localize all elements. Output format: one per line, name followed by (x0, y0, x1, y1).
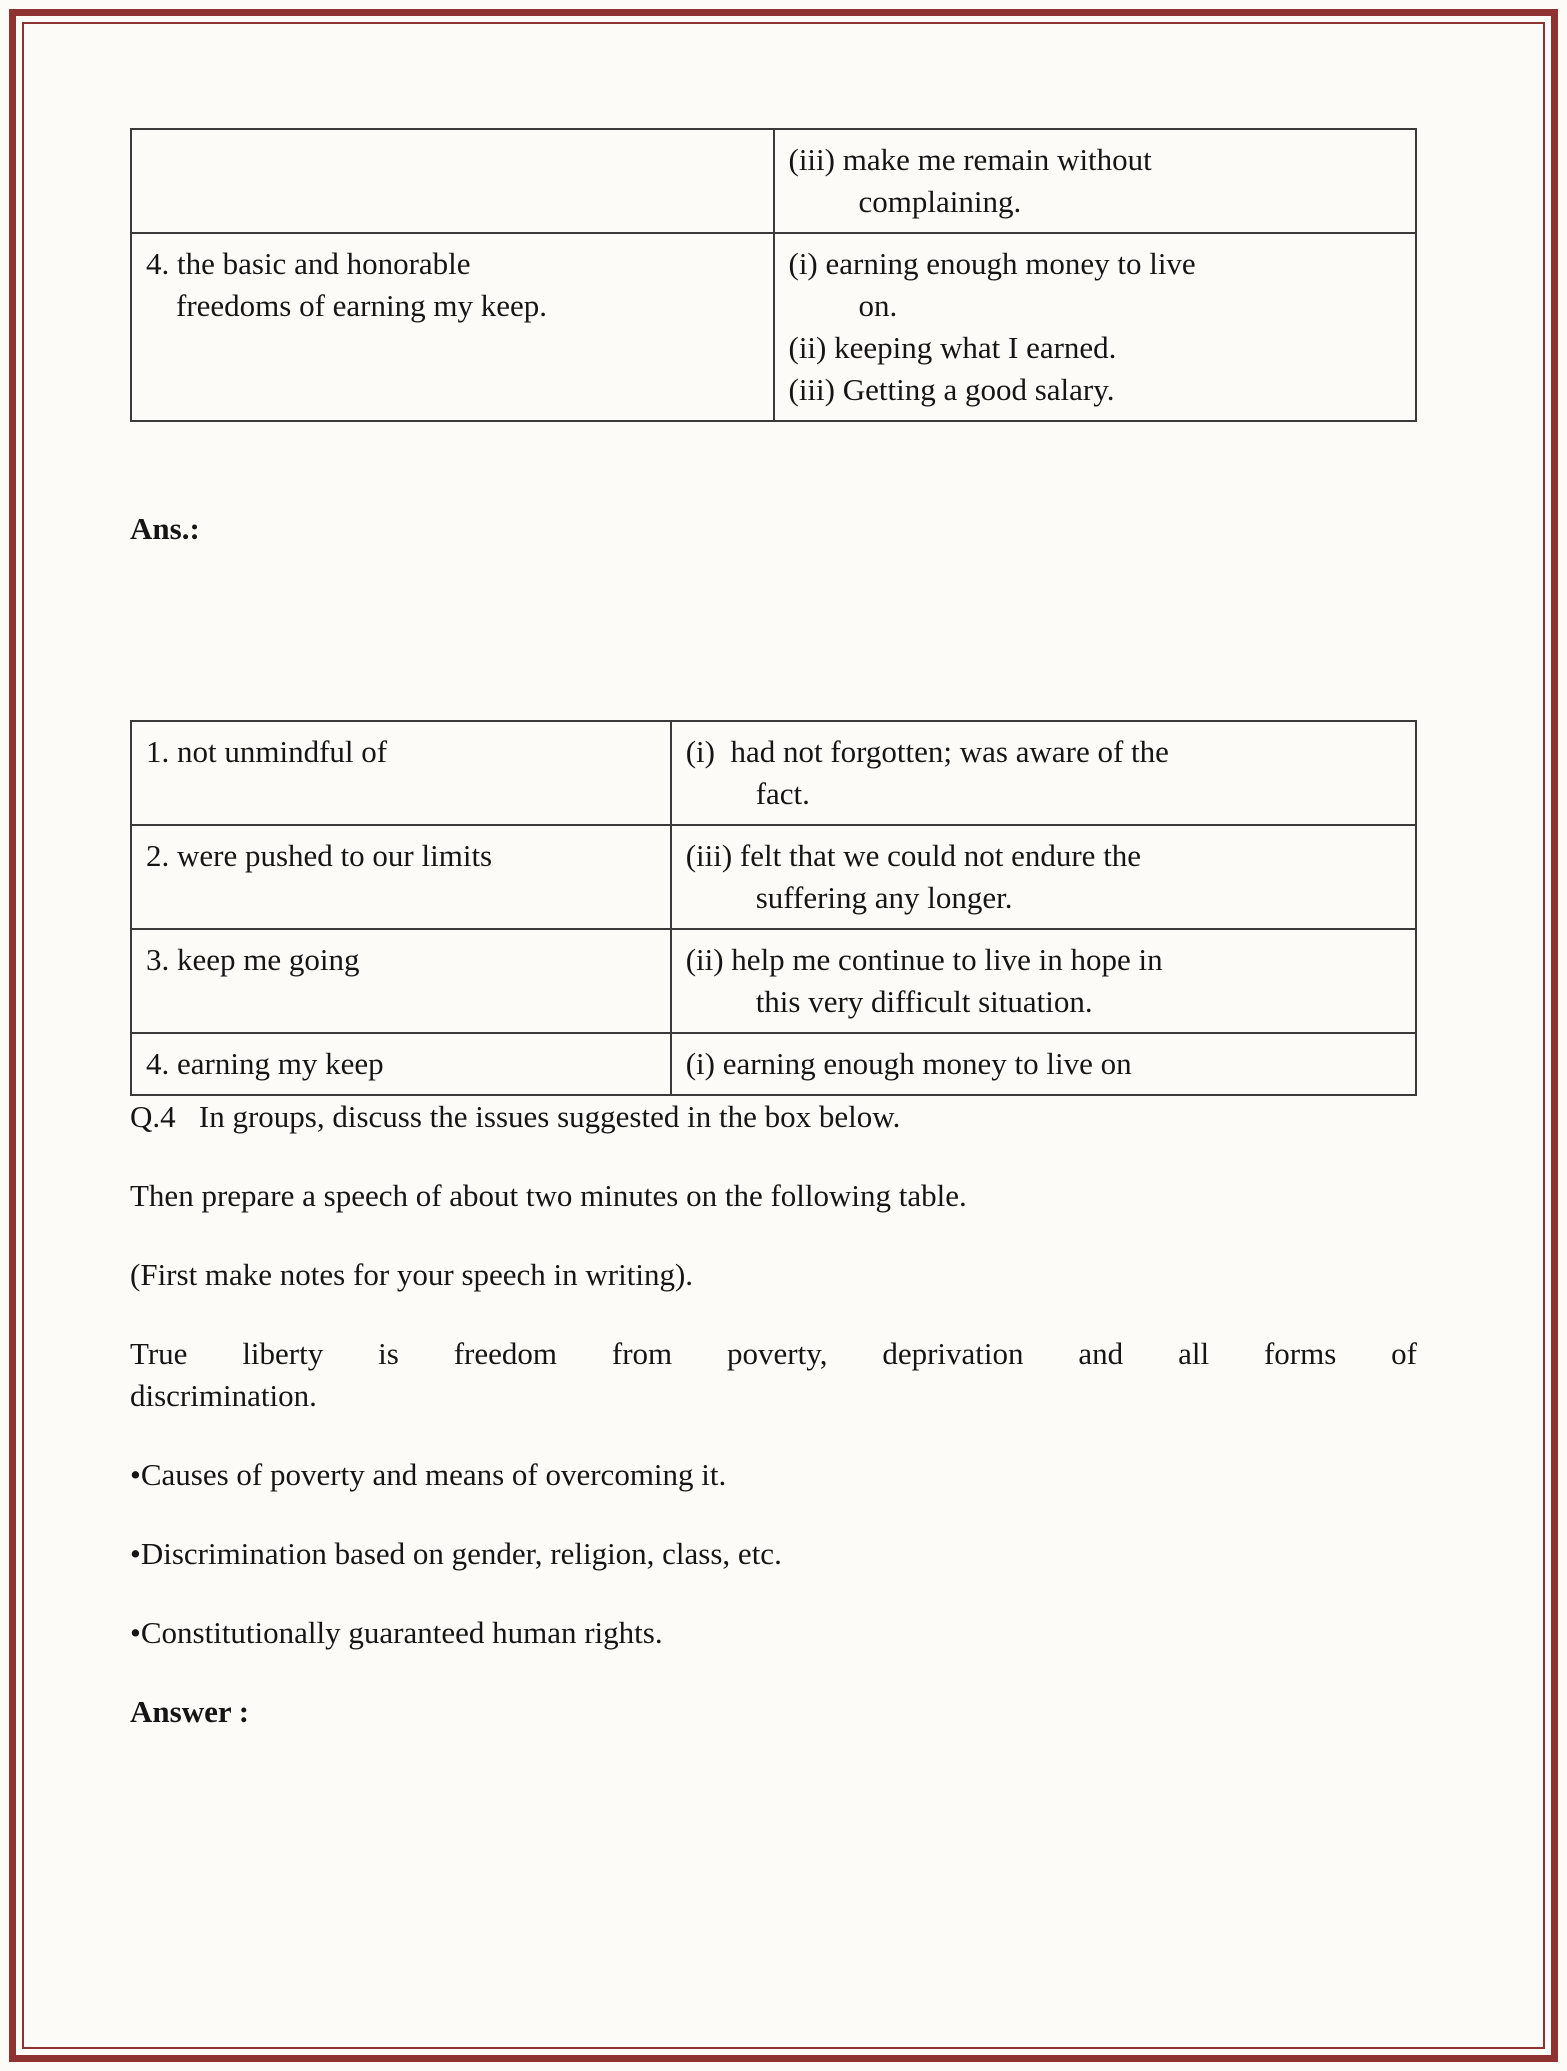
cell-line: on. (858, 288, 898, 323)
cell-line: (i) earning enough money to live on (685, 1046, 1132, 1081)
table-cell-right (671, 929, 1416, 1033)
question-q4: Q.4 In groups, discuss the issues suggested in the box below. (130, 1099, 901, 1134)
cell-line: (i) had not forgotten; was aware of the (685, 734, 1169, 769)
cell-line: freedoms of earning my keep. (176, 288, 548, 323)
cell-line: (ii) help me continue to live in hope in (685, 942, 1163, 977)
cell-line: this very difficult situation. (755, 984, 1093, 1019)
cell-line: (i) earning enough money to live (788, 246, 1196, 281)
cell-line: (ii) keeping what I earned. (788, 330, 1117, 365)
paragraph: (First make notes for your speech in writing). (130, 1257, 694, 1292)
matching-table-top (130, 128, 1417, 422)
cell-line: 4. earning my keep (146, 1046, 384, 1081)
table-cell-right (774, 129, 1417, 233)
table-row (131, 929, 1416, 1033)
table-cell-left (131, 1033, 671, 1095)
cell-line: 2. were pushed to our limits (146, 838, 493, 873)
table-cell-right (671, 825, 1416, 929)
cell-line: 4. the basic and honorable (146, 246, 471, 281)
matching-table-answer (130, 720, 1417, 1096)
outer-frame-border (9, 9, 1558, 2062)
answer-label: Answer : (130, 1694, 250, 1729)
cell-line: (iii) Getting a good salary. (788, 372, 1115, 407)
table-row (131, 825, 1416, 929)
table-cell-right (671, 1033, 1416, 1095)
ans-label: Ans.: (130, 511, 200, 546)
paragraph-line: discrimination. (130, 1378, 317, 1413)
table-cell-left (131, 721, 671, 825)
paragraph-line: True liberty is freedom from poverty, deprivation and all forms of (130, 1336, 1417, 1371)
table-row (131, 721, 1416, 825)
cell-line: suffering any longer. (755, 880, 1013, 915)
table-cell-right (671, 721, 1416, 825)
table-cell-left (131, 129, 774, 233)
cell-line: 3. keep me going (146, 942, 360, 977)
cell-line: complaining. (858, 184, 1022, 219)
bullet-item: •Causes of poverty and means of overcoming it. (130, 1457, 727, 1492)
table-cell-right (774, 233, 1417, 421)
page-content (24, 24, 1543, 1733)
cell-line: (iii) make me remain without (788, 142, 1152, 177)
table-row (131, 129, 1416, 233)
bullet-item: •Constitutionally guaranteed human rights. (130, 1615, 663, 1650)
paragraph-justified (130, 1333, 1417, 1417)
cell-line: 1. not unmindful of (146, 734, 388, 769)
inner-frame-border (22, 22, 1545, 2049)
table-cell-left (131, 233, 774, 421)
table-cell-left (131, 929, 671, 1033)
table-row (131, 1033, 1416, 1095)
bullet-item: •Discrimination based on gender, religion, class, etc. (130, 1536, 782, 1571)
cell-line: (iii) felt that we could not endure the (685, 838, 1142, 873)
cell-line: fact. (755, 776, 810, 811)
paragraph: Then prepare a speech of about two minutes on the following table. (130, 1178, 967, 1213)
table-cell-left (131, 825, 671, 929)
table-row (131, 233, 1416, 421)
